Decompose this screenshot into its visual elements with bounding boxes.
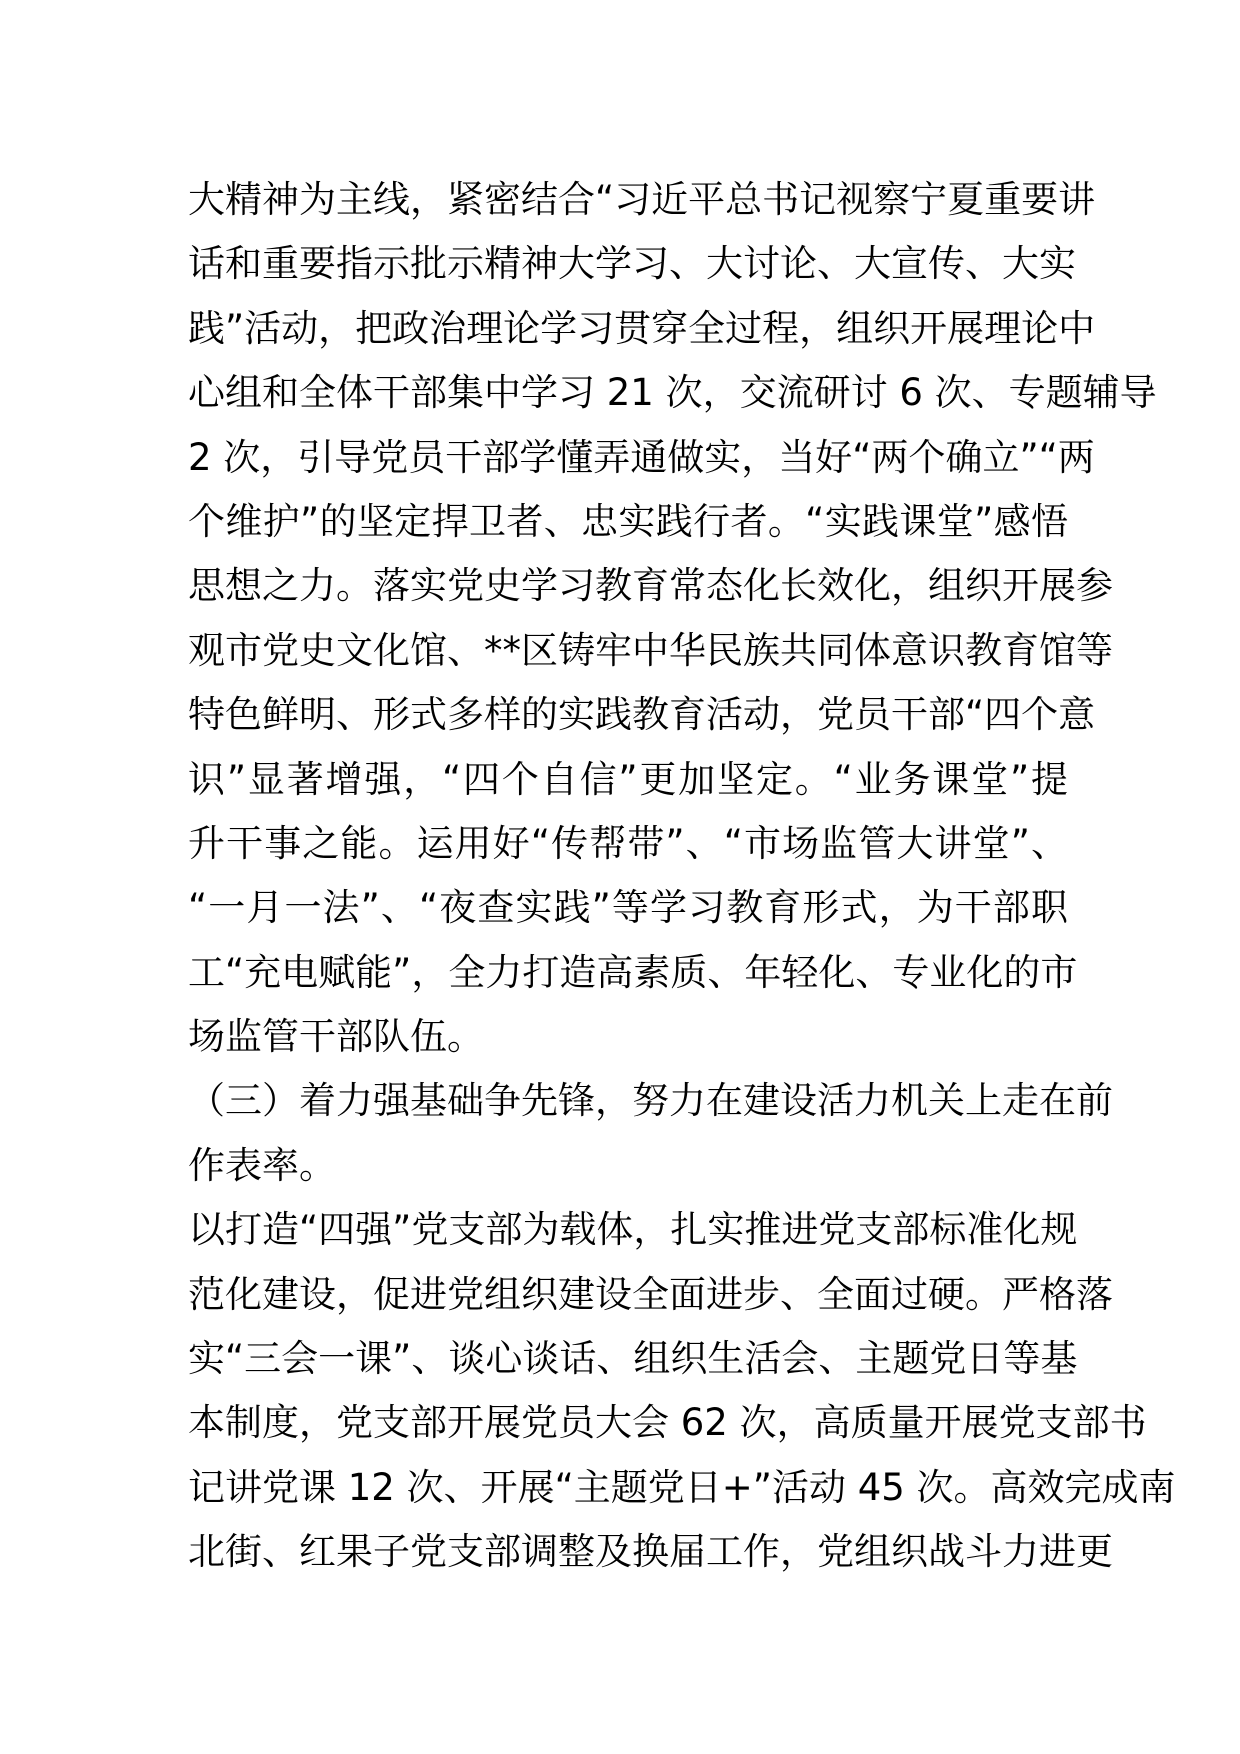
text-line: 思想之力。落实党史学习教育常态化长效化，组织开展参	[188, 564, 1113, 608]
text-line: 识”显著增强，“四个自信”更加坚定。“业务课堂”提	[188, 757, 1068, 801]
section-heading: （三）着力强基础争先锋，努力在建设活力机关上走在前	[188, 1079, 1113, 1123]
text-line: 话和重要指示批示精神大学习、大讨论、大宣传、大实	[188, 242, 1076, 286]
text-line: 以打造“四强”党支部为载体，扎实推进党支部标准化规	[188, 1208, 1078, 1252]
section-heading: 作表率。	[188, 1143, 336, 1187]
text-line: 实“三会一课”、谈心谈话、组织生活会、主题党日等基	[188, 1337, 1078, 1381]
text-line: 本制度，党支部开展党员大会 62 次，高质量开展党支部书	[188, 1401, 1147, 1445]
text-line: “一月一法”、“夜查实践”等学习教育形式，为干部职	[188, 886, 1068, 930]
text-line: 北街、红果子党支部调整及换届工作，党组织战斗力进更	[188, 1530, 1113, 1574]
text-line: 践”活动，把政治理论学习贯穿全过程，组织开展理论中	[188, 306, 1096, 350]
text-line: 观市党史文化馆、**区铸牢中华民族共同体意识教育馆等	[188, 628, 1113, 672]
text-line: 场监管干部队伍。	[188, 1015, 484, 1059]
text-line: 工“充电赋能”，全力打造高素质、年轻化、专业化的市	[188, 950, 1078, 994]
text-line: 升干事之能。运用好“传帮带”、“市场监管大讲堂”、	[188, 821, 1068, 865]
text-line: 记讲党课 12 次、开展“主题党日+”活动 45 次。高效完成南	[188, 1465, 1176, 1509]
text-line: 2 次，引导党员干部学懂弄通做实，当好“两个确立”“两	[188, 435, 1095, 479]
text-line: 特色鲜明、形式多样的实践教育活动，党员干部“四个意	[188, 693, 1096, 737]
text-line: 范化建设，促进党组织建设全面进步、全面过硬。严格落	[188, 1272, 1113, 1316]
text-line: 心组和全体干部集中学习 21 次，交流研讨 6 次、专题辅导	[188, 371, 1157, 415]
text-line: 个维护”的坚定捍卫者、忠实践行者。“实践课堂”感悟	[188, 499, 1068, 543]
body-text	[188, 168, 1176, 1585]
text-line: 大精神为主线，紧密结合“习近平总书记视察宁夏重要讲	[188, 178, 1096, 221]
